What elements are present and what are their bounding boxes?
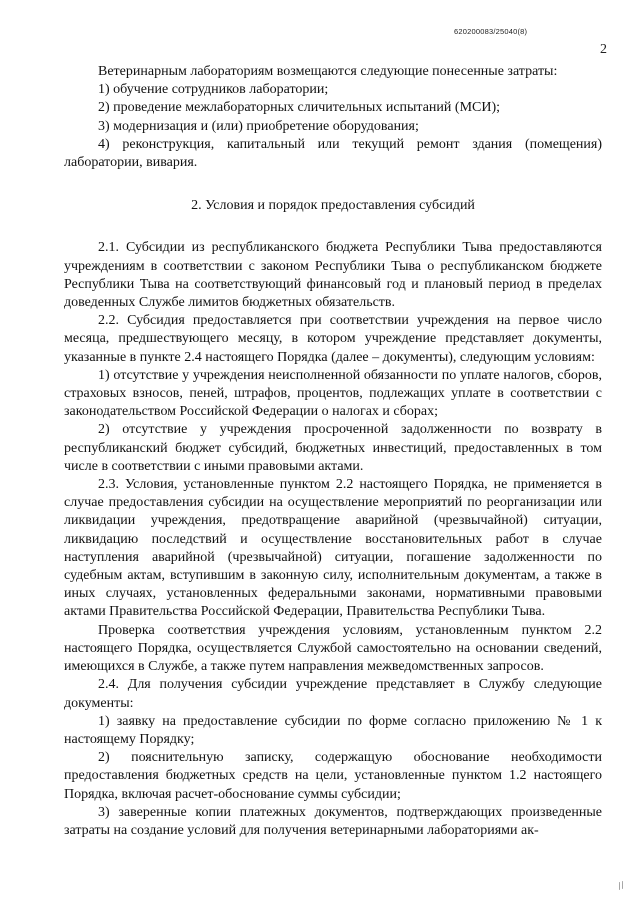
section-heading: 2. Условия и порядок предоставления субсидий [191,198,475,214]
paragraph-costs-intro: Ветеринарным лабораториям возмещаются следующие понесенные затраты: [98,64,558,79]
list-item-conditions-2: 2) отсутствие у учреждения просроченной задолженности по возврату в республиканский бюджет субсидий, бюджетных инвестиций, предоставленных в том числе в соответствии с иными правовыми актами. [64,422,602,474]
paragraph-verification: Проверка соответствия учреждения условиям, установленным пунктом 2.2 настоящего Порядка, осуществляется Службой самостоятельно на основании сведений, имеющихся в Службе, а также путем направления межведомственных запросов. [64,622,602,675]
list-item-documents-2: 2) пояснительную записку, содержащую обоснование необходимости предоставления бюджетных средств на цели, установленные пунктом 1.2 настоящего Порядка, включая расчет-обоснование суммы субсидии; [64,750,602,802]
paragraph-2-3: 2.3. Условия, установленные пунктом 2.2 настоящего Порядка, не применяется в случае предоставления субсидии на осуществление мероприятий по реорганизации или ликвидации учреждения, предотвращение аварийной (чрезвычайной) ситуации, ликвидацию последствий и осуществление восстановительных работ в случае наступления аварийной (чрезвычайной) ситуации, погашение задолженности по судебным актам, вступившим в законную силу, исполнительным документам, а также в иных случаях, установленных федеральными законами, нормативными правовыми актами Правительства Российской Федерации, Правительства Республики Тыва. [64,477,602,620]
list-item-documents-1: 1) заявку на предоставление субсидии по форме согласно приложению № 1 к настоящему Порядку; [64,713,602,747]
document-number: 620200083/25040(8) [454,27,528,36]
handwritten-mark: // [616,879,626,893]
list-item-costs-4: 4) реконструкция, капитальный или текущий ремонт здания (помещения) лаборатории, вивария. [64,136,602,171]
list-item-conditions-1: 1) отсутствие у учреждения неисполненной обязанности по уплате налогов, сборов, страховых взносов, пеней, штрафов, процентов, подлежащих уплате в соответствии с законодательством Российской Федерации о налогах и сборах; [64,367,602,420]
document-body [64,63,602,840]
paragraph-2-2: 2.2. Субсидия предоставляется при соответствии учреждения на первое число месяца, предшествующего месяцу, в котором учреждение представляет документы, указанные в пункте 2.4 настоящего Порядка (далее – документы), следующим условиям: [64,313,602,365]
list-item-costs-2: 2) проведение межлабораторных сличительных испытаний (МСИ); [98,100,501,116]
page-number: 2 [600,42,607,57]
list-item-costs-3: 3) модернизация и (или) приобретение оборудования; [98,118,419,134]
paragraph-2-4: 2.4. Для получения субсидии учреждение представляет в Службу следующие документы: [64,677,602,711]
list-item-documents-3: 3) заверенные копии платежных документов, подтверждающих произведенные затраты на создание условий для получения ветеринарными лабораториями ак- [64,804,602,838]
paragraph-2-1: 2.1. Субсидии из республиканского бюджета Республики Тыва предоставляются учреждениям в соответствии с законом Республики Тыва о республиканском бюджете Республики Тыва на соответствующий финансовый год и плановый период в пределах доведенных Службе лимитов бюджетных обязательств. [64,240,602,311]
list-item-costs-1: 1) обучение сотрудников лаборатории; [98,82,329,98]
